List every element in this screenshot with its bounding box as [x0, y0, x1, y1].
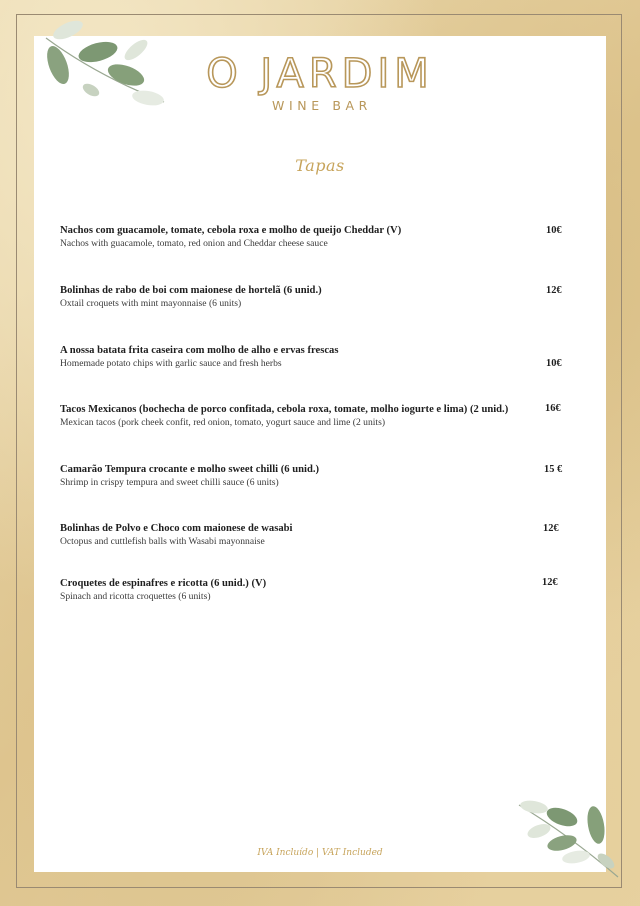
item-price: 12€ — [546, 285, 562, 296]
item-name: Croquetes de espinafres e ricotta (6 unid.) (V) — [60, 578, 267, 589]
menu-item — [60, 463, 570, 489]
menu-item — [60, 344, 570, 370]
section-title: Tapas — [295, 156, 345, 175]
item-description: Homemade potato chips with garlic sauce and fresh herbs — [60, 358, 282, 369]
menu-item — [60, 224, 570, 250]
item-description: Spinach and ricotta croquettes (6 units) — [60, 591, 211, 602]
item-name: Nachos com guacamole, tomate, cebola roxa e molho de queijo Cheddar (V) — [60, 225, 402, 236]
item-name: Bolinhas de Polvo e Choco com maionese de wasabi — [60, 523, 293, 534]
vat-note: IVA Incluído | VAT Included — [257, 848, 383, 858]
item-price: 16€ — [545, 403, 561, 414]
menu-item — [60, 577, 570, 603]
brand-header — [0, 52, 640, 113]
item-description: Octopus and cuttlefish balls with Wasabi mayonnaise — [60, 536, 265, 547]
eucalyptus-leaves-icon — [514, 795, 624, 883]
item-description: Oxtail croquets with mint mayonnaise (6 units) — [60, 298, 242, 309]
brand-subtitle: WINE BAR — [272, 98, 372, 113]
item-name: Camarão Tempura crocante e molho sweet chilli (6 unid.) — [60, 464, 320, 475]
item-description: Mexican tacos (pork cheek confit, red onion, tomato, yogurt sauce and lime (2 units) — [60, 417, 386, 428]
item-price: 15 € — [544, 464, 563, 475]
item-price: 10€ — [546, 358, 562, 369]
item-description: Nachos with guacamole, tomato, red onion and Cheddar cheese sauce — [60, 238, 328, 249]
brand-title: O JARDIM — [206, 51, 434, 97]
menu-item — [60, 284, 570, 310]
item-price: 10€ — [546, 225, 562, 236]
item-name: Tacos Mexicanos (bochecha de porco confitada, cebola roxa, tomate, molho iogurte e lima) (2 unid.) — [60, 404, 509, 415]
item-description: Shrimp in crispy tempura and sweet chilli sauce (6 units) — [60, 477, 279, 488]
item-price: 12€ — [543, 523, 559, 534]
item-name: Bolinhas de rabo de boi com maionese de hortelã (6 unid.) — [60, 285, 322, 296]
menu-item — [60, 522, 570, 548]
menu-item — [60, 403, 570, 429]
item-price: 12€ — [542, 577, 558, 588]
item-name: A nossa batata frita caseira com molho de alho e ervas frescas — [60, 345, 339, 356]
